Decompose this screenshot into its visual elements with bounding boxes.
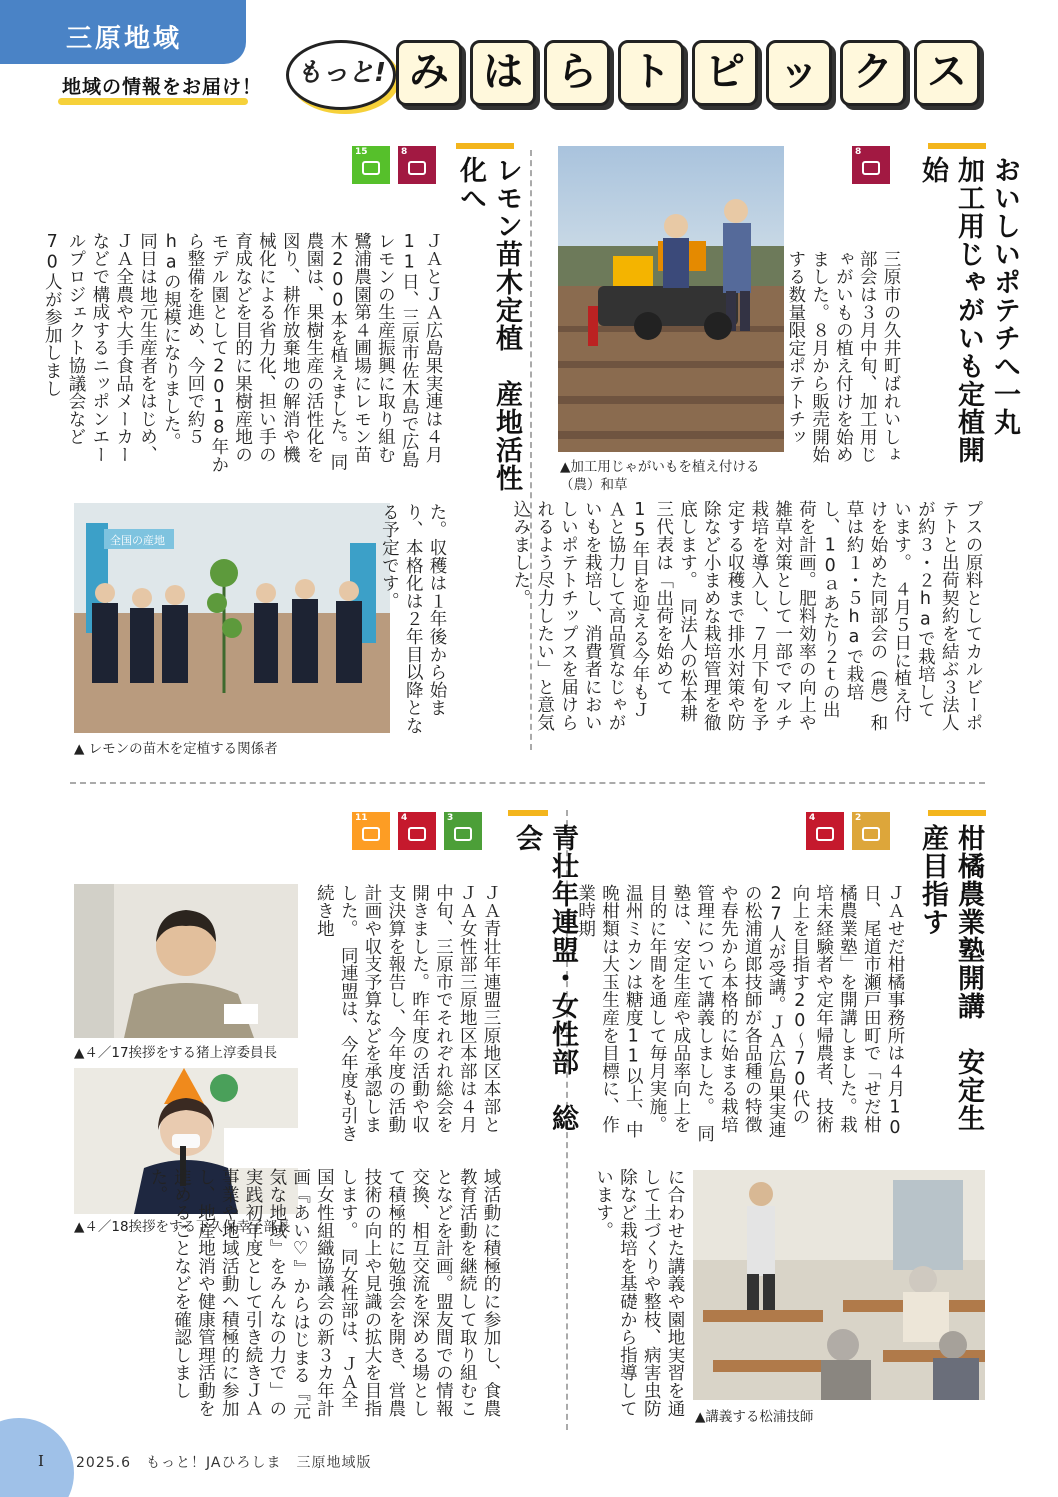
motto-logo: もっと! [286,40,396,110]
graph-icon [408,161,426,175]
title-accent-bar [928,143,986,149]
sdg-badge [852,146,890,184]
youth-article-title: 青壮年連盟・女性部 総会 [511,824,578,1132]
sdg-badge [398,146,436,184]
youth-body-part1: ＪＡ青壮年連盟三原地区本部とＪＡ女性部三原地区本部は４月中旬、三原市でそれぞれ総会を開きました。昨年度の活動や収支決算を報告し、今年度の活動計画や収支予算などを承認しました。 同連盟は、今年度も引き続き地 [314,884,501,1143]
sdg-number: 11 [355,813,368,823]
citrus-body-part1: ＪＡせだ柑橘事務所は４月10日、尾道市瀬戸田町で「せだ柑橘農業塾」を開講しました。栽培未経験者や定年帰農者、技術向上を目指す20～70代の27人が受講。ＪＡ広島果実連の松浦道郎技師が各品種の特徴や春先から本格的に始まる栽培管理について講義しました。 同塾は、安定生産や成品率向上を目的に年間を通して毎月実施。温州ミカンは糖度11以上、中晩柑類は大玉生産を目標に、作業時期 [575,884,905,1143]
region-badge [0,0,246,64]
masthead-char-tile: ス [914,40,980,106]
lemon-photo-caption: ▲ レモンの苗木を定植する関係者 [74,741,278,757]
masthead-char-tile: ピ [692,40,758,106]
sdg-number: 15 [355,147,368,157]
sdg-badge [352,146,390,184]
tree-icon [362,161,380,175]
footer-text: 2025.6 もっと！JAひろしま 三原地域版 [76,1455,372,1471]
lemon-article-title: レモン苗木定植 産地活性化へ [455,156,522,492]
citrus-body-part2: に合わせた講義や園地実習を通して土づくりや整枝、病害虫防除など栽培を基礎から指導しています。 [593,1168,685,1418]
bowl-icon [862,827,880,841]
sdg-number: 4 [401,813,408,823]
women-chief-caption: ▲４／18挨拶をする下久保幸子部長 [74,1219,291,1235]
masthead-char-tile: ら [544,40,610,106]
sdg-number: 2 [855,813,862,823]
region-label: 三原地域 [66,24,183,54]
lecture-photo-caption: ▲講義する松浦技師 [695,1409,814,1425]
lemon-planting-photo [74,503,390,733]
section-divider [70,782,985,784]
page-number: I [38,1452,44,1470]
sdg-badge [398,812,436,850]
title-accent-bar [456,143,514,149]
masthead-char-tile: は [470,40,536,106]
citrus-article-title: 柑橘農業塾開講 安定生産目指す [917,824,984,1132]
page-number-circle [0,1418,74,1497]
subtitle-underline [58,98,248,105]
header-subtitle: 地域の情報をお届け！ [62,76,263,98]
buildings-icon [362,827,380,841]
sdg-number: 4 [809,813,816,823]
book-icon [408,827,426,841]
potato-planting-photo [558,146,784,452]
book-icon [816,827,834,841]
youth-body-part2: 域活動に積極的に参加し、食農教育活動を継続して取り組むことなどを計画。盟友間での情報交換、相互交流を深める場として積極的に勉強会を開き、営農技術の向上や見識の拡大を目指します。 同女性部は、ＪＡ全国女性組織協議会の新３カ年計画『あい♡』からはじまる『元気な地域』をみんなの力で」の実践初年度として引き続きＪＡ事業や地域活動へ積極的に参加し、地産地消や健康管理活動を進めることなどを確認しました。 [147,1168,501,1420]
graph-icon [862,161,880,175]
heartbeat-icon [454,827,472,841]
masthead-char-tile: ッ [766,40,832,106]
masthead-char-tile: ク [840,40,906,106]
banner-text: 全国の産地 [110,534,165,547]
sdg-badge [806,812,844,850]
lecture-photo [693,1170,985,1400]
committee-chair-photo [74,884,298,1038]
committee-chair-caption: ▲４／17挨拶をする猪上淳委員長 [74,1045,278,1061]
lemon-body-part1: ＪＡとＪＡ広島果実連は４月11日、三原市佐木島で広島レモンの生産振興に取り組む鷺浦農園第４圃場にレモン苗木200本を植えました。同農園は、果樹生産の活性化を図り、耕作放棄地の解消や機械化による省力化、担い手の育成などを目的に果樹産地のモデル園として2018年から整備を進め、今回で約５haの規模になりました。 同日は地元生産者をはじめ、ＪＡ全農や大手食品メーカーなどで構成するニッポンエールプロジェクト協議会など70人が参加しまし [42,232,443,474]
potato-photo-caption: ▲加工用じゃがいもを植え付ける（農）和草 [560,459,760,493]
sdg-badge [444,812,482,850]
potato-body-part1: 三原市の久井町ばれいしょ部会は３月中旬、加工用じゃがいもの植え付けを始めました。８月から販売開始する数量限定ポテトチッ [785,250,901,464]
potato-article-title: おいしいポテチへ一丸 加工用じゃがいも定植開始 [917,156,1020,464]
sdg-number: 8 [401,147,408,157]
sdg-number: 3 [447,813,454,823]
sdg-badge [352,812,390,850]
masthead-char-tile: み [396,40,462,106]
potato-body-part2: プスの原料としてカルビーポテトと出荷契約を結ぶ３法人が約３・２haで栽培しています。 ４月５日に植え付けを始めた同部会の（農）和草は約１・５haで栽培し、10ａあたり２ｔの出荷を計画。肥料効率の向上や雑草対策として一部でマルチ栽培を導入し、７月下旬を予定する収穫まで排水対策や防除など小まめな栽培管理を徹底します。 同法人の松本耕三代表は「出荷を始めて15年目を迎える今年もＪＡと協力して高品質なじゃがいもを栽培し、消費者においしいポテトチップスを届けられるよう尽力したい」と意気込みました。 [510,500,983,732]
sdg-badge [852,812,890,850]
lemon-body-part2: た。収穫は１年後から始まり、本格化は２年目以降となる予定です。 [379,503,447,735]
sdg-number: 8 [855,147,862,157]
masthead-char-tile: ト [618,40,684,106]
title-accent-bar [508,810,548,816]
title-accent-bar [928,810,986,816]
